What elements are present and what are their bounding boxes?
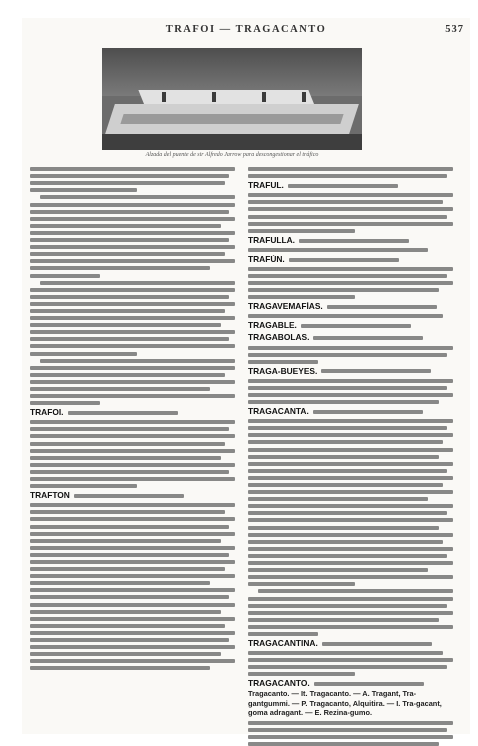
model-post [262, 92, 266, 102]
text-line [30, 553, 229, 557]
text-line [30, 517, 235, 521]
text-line [30, 525, 229, 529]
text-line [30, 581, 210, 585]
entry-headword: TRAFUL. [248, 181, 453, 190]
text-line [248, 618, 439, 622]
text-line [30, 470, 229, 474]
text-line [40, 281, 235, 285]
text-line [30, 344, 235, 348]
text-line [248, 547, 453, 551]
text-line [248, 735, 453, 739]
text-line [30, 442, 225, 446]
text-line [30, 238, 229, 242]
entry-headword: TRAFTON [30, 491, 235, 500]
text-line [248, 433, 453, 437]
text-line [30, 631, 235, 635]
text-line [30, 188, 137, 192]
text-line [248, 207, 453, 211]
text-line [30, 456, 221, 460]
text-line [248, 625, 453, 629]
text-line [248, 533, 453, 537]
text-line [248, 658, 453, 662]
text-line [248, 742, 439, 746]
text-line [248, 651, 443, 655]
text-line [30, 302, 235, 306]
text-line [30, 245, 235, 249]
text-line [30, 231, 235, 235]
text-line [248, 511, 447, 515]
text-line [258, 589, 453, 593]
text-line [248, 393, 453, 397]
text-line [248, 440, 443, 444]
text-line [248, 386, 447, 390]
text-line [30, 352, 137, 356]
scanned-page [22, 18, 470, 734]
text-line [248, 665, 447, 669]
text-line [248, 604, 447, 608]
text-line [30, 652, 221, 656]
text-line [30, 463, 235, 467]
text-line [30, 337, 229, 341]
text-line [40, 195, 235, 199]
text-line [248, 346, 453, 350]
text-line [248, 267, 453, 271]
text-line [30, 510, 225, 514]
text-line [248, 426, 447, 430]
model-post [162, 92, 166, 102]
text-line [30, 217, 235, 221]
translation-line: Tragacanto. — It. Tragacanto. — A. Tragant, Tra-gantgummi. — P. Tragacanto, Alquitira. — I. Tra-gacant, goma adragant. — E. Rezina-gumo. [248, 689, 442, 718]
text-line [248, 222, 453, 226]
entry-headword: TRAFOI. [30, 408, 235, 417]
text-line [248, 353, 447, 357]
entry-headword: TRAGACANTA. [248, 407, 453, 416]
text-line [248, 295, 355, 299]
text-line [248, 597, 453, 601]
text-line [248, 728, 447, 732]
text-line [248, 526, 439, 530]
entry-headword: TRAGAVEMAFÍAS. [248, 302, 453, 311]
text-line [248, 504, 453, 508]
entry-headword: TRAGABOLAS. [248, 333, 453, 342]
text-line [248, 379, 453, 383]
text-line [30, 380, 235, 384]
text-line [248, 281, 453, 285]
text-line [30, 316, 235, 320]
text-line [30, 309, 225, 313]
page-number: 537 [445, 24, 464, 35]
text-line [248, 448, 453, 452]
text-line [248, 721, 453, 725]
running-title: TRAFOI — TRAGACANTO [165, 24, 327, 35]
figure-caption: Alzada del puente de sir Alfredo Jarrow para descongestionar el tráfico [145, 152, 319, 158]
text-line [30, 366, 235, 370]
text-line [248, 483, 443, 487]
text-line [248, 672, 355, 676]
entry-headword: TRAFÚN. [248, 255, 453, 264]
text-line [248, 314, 443, 318]
text-line [248, 167, 453, 171]
text-line [30, 387, 210, 391]
model-road [120, 114, 343, 124]
text-line [248, 248, 428, 252]
text-line [30, 174, 229, 178]
text-line [248, 582, 355, 586]
text-line [30, 595, 229, 599]
text-line [30, 330, 235, 334]
text-line [248, 400, 439, 404]
text-line [248, 419, 453, 423]
text-line [30, 167, 235, 171]
entry-headword: TRAFULLA. [248, 236, 453, 245]
entry-headword: TRAGACANTO. [248, 679, 453, 688]
text-line [30, 484, 137, 488]
text-line [30, 546, 235, 550]
text-line [248, 632, 318, 636]
text-line [30, 610, 221, 614]
text-line [248, 554, 447, 558]
text-line [30, 203, 235, 207]
text-line [30, 603, 235, 607]
text-line [40, 359, 235, 363]
text-line [30, 427, 229, 431]
text-line [30, 532, 235, 536]
text-line [248, 540, 443, 544]
text-line [30, 434, 235, 438]
text-line [30, 274, 100, 278]
text-line [30, 449, 235, 453]
text-line [30, 574, 235, 578]
text-line [248, 215, 447, 219]
text-line [30, 394, 235, 398]
text-line [30, 645, 235, 649]
text-line [248, 174, 447, 178]
text-line [248, 490, 453, 494]
bridge-model-photo [102, 48, 362, 150]
text-line [248, 469, 447, 473]
text-line [248, 568, 428, 572]
text-line [30, 373, 225, 377]
text-line [30, 503, 235, 507]
text-line [30, 210, 229, 214]
text-line [248, 611, 453, 615]
text-line [248, 193, 453, 197]
text-line [30, 617, 235, 621]
text-line [30, 420, 235, 424]
entry-headword: TRAGABLE. [248, 321, 453, 330]
text-line [30, 638, 229, 642]
text-line [30, 259, 235, 263]
text-line [248, 229, 355, 233]
entry-headword: TRAGA-BUEYES. [248, 367, 453, 376]
text-line [30, 266, 210, 270]
text-line [30, 295, 229, 299]
text-line [248, 274, 447, 278]
model-post [212, 92, 216, 102]
text-line [30, 567, 225, 571]
text-line [30, 323, 221, 327]
text-line [30, 588, 235, 592]
running-head [22, 24, 470, 38]
text-line [248, 462, 453, 466]
text-line [30, 659, 235, 663]
text-line [30, 539, 221, 543]
model-post [302, 92, 306, 102]
text-line [248, 476, 453, 480]
entry-headword: TRAGACANTINA. [248, 639, 453, 648]
text-line [248, 288, 439, 292]
text-line [248, 575, 453, 579]
text-line [30, 181, 225, 185]
text-line [248, 455, 439, 459]
text-line [248, 360, 318, 364]
text-line [248, 561, 453, 565]
left-column [30, 164, 235, 670]
text-line [248, 200, 443, 204]
text-line [248, 518, 453, 522]
text-line [30, 560, 235, 564]
text-line [30, 252, 225, 256]
text-line [30, 401, 100, 405]
text-line [30, 288, 235, 292]
right-column [248, 164, 453, 746]
text-line [30, 624, 225, 628]
text-line [30, 477, 235, 481]
photo-background [102, 48, 362, 96]
photo-foreground [102, 134, 362, 150]
text-line [30, 224, 221, 228]
text-line [30, 666, 210, 670]
text-line [248, 497, 428, 501]
